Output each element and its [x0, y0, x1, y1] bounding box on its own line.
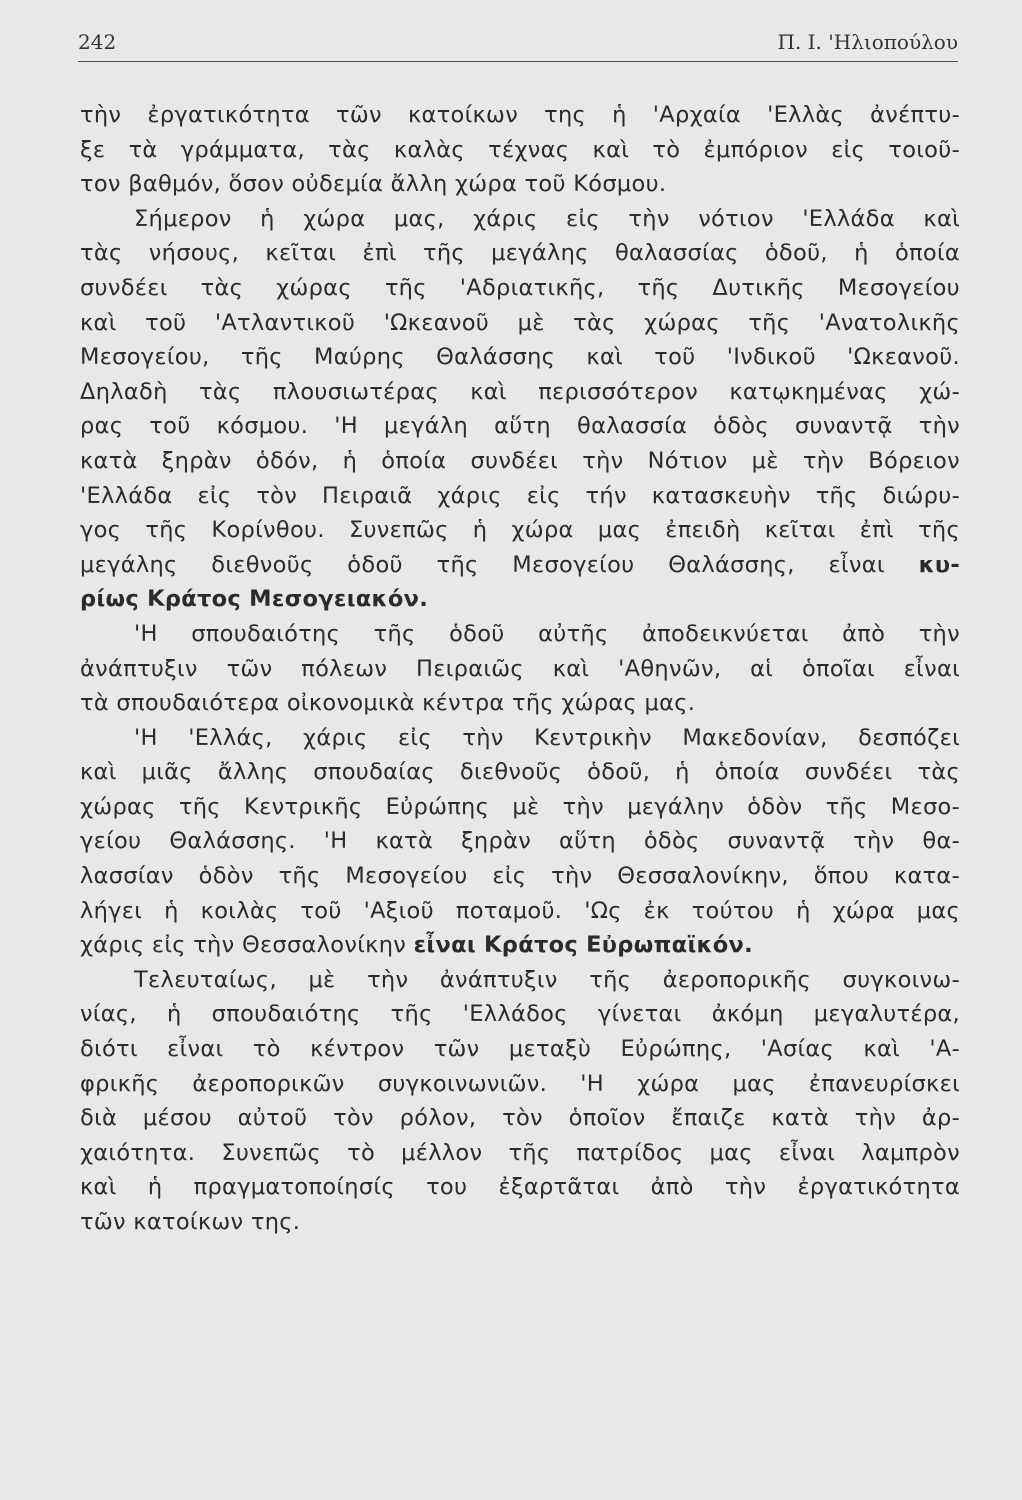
body-text	[80, 98, 960, 1240]
text-line: 'Η 'Ελλάς, χάρις εἰς τὴν Κεντρικὴν Μακεδονίαν, δεσπόζει	[134, 724, 960, 751]
text-line	[80, 582, 960, 617]
text-line: Μεσογείου, τῆς Μαύρης Θαλάσσης καὶ τοῦ 'Ινδικοῦ 'Ωκεανοῦ.	[80, 344, 960, 371]
running-head: Π. Ι. 'Ηλιοπούλου	[777, 30, 958, 54]
text-line: γος τῆς Κορίνθου. Συνεπῶς ἡ χώρα μας ἐπειδὴ κεῖται ἐπὶ τῆς	[80, 517, 960, 544]
text-line	[80, 548, 960, 583]
bold-text: κυ-	[918, 551, 961, 578]
text-line: καὶ τοῦ 'Ατλαντικοῦ 'Ωκεανοῦ μὲ τὰς χώρας τῆς 'Ανατολικῆς	[80, 309, 960, 336]
text-line: νίας, ἡ σπουδαιότης τῆς 'Ελλάδος γίνεται ἀκόμη μεγαλυτέρα,	[80, 1001, 960, 1028]
text-line: 'Ελλάδα εἰς τὸν Πειραιᾶ χάρις εἰς τήν κατασκευὴν τῆς διώρυ-	[80, 482, 960, 509]
text-line: χώρας τῆς Κεντρικῆς Εὐρώπης μὲ τὴν μεγάλην ὁδὸν τῆς Μεσο-	[80, 793, 960, 820]
header-rule	[78, 61, 958, 62]
text-line: τὰς νήσους, κεῖται ἐπὶ τῆς μεγάλης θαλασσίας ὁδοῦ, ἡ ὁποία	[80, 240, 960, 267]
text-line: τὰ σπουδαιότερα οἰκονομικὰ κέντρα τῆς χώρας μας.	[80, 690, 696, 717]
page-number: 242	[78, 30, 117, 54]
text-line: τὴν ἐργατικότητα τῶν κατοίκων της ἡ 'Αρχαία 'Ελλὰς ἀνέπτυ-	[80, 102, 960, 128]
text-segment: χάρις εἰς τὴν Θεσσαλονίκην	[80, 932, 407, 959]
text-line: χαιότητα. Συνεπῶς τὸ μέλλον τῆς πατρίδος μας εἶναι λαμπρὸν	[80, 1139, 960, 1166]
bold-text: ρίως Κράτος Μεσογειακόν.	[80, 586, 429, 613]
page-header	[78, 30, 958, 60]
text-line: Δηλαδὴ τὰς πλουσιωτέρας καὶ περισσότερον κατῳκημένας χώ-	[80, 378, 960, 405]
text-line: λασσίαν ὁδὸν τῆς Μεσογείου εἰς τὴν Θεσσαλονίκην, ὅπου κατα-	[80, 863, 960, 890]
text-line: διότι εἶναι τὸ κέντρον τῶν μεταξὺ Εὐρώπης, 'Ασίας καὶ 'Α-	[80, 1036, 960, 1063]
text-line: ξε τὰ γράμματα, τὰς καλὰς τέχνας καὶ τὸ ἐμπόριον εἰς τοιοῦ-	[80, 136, 960, 163]
text-line: καὶ ἡ πραγματοποίησίς του ἐξαρτᾶται ἀπὸ τὴν ἐργατικότητα	[80, 1174, 960, 1201]
text-line: λήγει ἡ κοιλὰς τοῦ 'Αξιοῦ ποταμοῦ. 'Ως ἐκ τούτου ἡ χώρα μας	[80, 897, 960, 924]
text-line: Σήμερον ἡ χώρα μας, χάρις εἰς τὴν νότιον 'Ελλάδα καὶ	[134, 205, 960, 232]
text-line: τον βαθμόν, ὅσον οὐδεμία ἄλλη χώρα τοῦ Κόσμου.	[80, 171, 667, 198]
text-line: Τελευταίως, μὲ τὴν ἀνάπτυξιν τῆς ἀεροπορικῆς συγκοινω-	[134, 966, 960, 993]
text-line: ἀνάπτυξιν τῶν πόλεων Πειραιῶς καὶ 'Αθηνῶν, αἱ ὁποῖαι εἶναι	[80, 655, 960, 682]
text-line: κατὰ ξηρὰν ὁδόν, ἡ ὁποία συνδέει τὴν Νότιον μὲ τὴν Βόρειον	[80, 447, 960, 474]
text-line: ρας τοῦ κόσμου. 'Η μεγάλη αὕτη θαλασσία ὁδὸς συναντᾷ τὴν	[80, 413, 960, 440]
text-line: φρικῆς ἀεροπορικῶν συγκοινωνιῶν. 'Η χώρα μας ἐπανευρίσκει	[80, 1070, 960, 1097]
text-line: γείου Θαλάσσης. 'Η κατὰ ξηρὰν αὕτη ὁδὸς συναντᾷ τὴν θα-	[80, 828, 960, 855]
text-line: διὰ μέσου αὐτοῦ τὸν ρόλον, τὸν ὁποῖον ἔπαιζε κατὰ τὴν ἀρ-	[80, 1105, 960, 1132]
text-line: καὶ μιᾶς ἄλλης σπουδαίας διεθνοῦς ὁδοῦ, ἡ ὁποία συνδέει τὰς	[80, 759, 960, 786]
text-line: συνδέει τὰς χώρας τῆς 'Αδριατικῆς, τῆς Δυτικῆς Μεσογείου	[80, 274, 960, 301]
text-line: 'Η σπουδαιότης τῆς ὁδοῦ αὐτῆς ἀποδεικνύεται ἀπὸ τὴν	[134, 620, 960, 647]
text-line: τῶν κατοίκων της.	[80, 1209, 301, 1235]
text-segment: μεγάλης διεθνοῦς ὁδοῦ τῆς Μεσογείου Θαλάσσης, εἶναι	[80, 551, 885, 578]
text-line	[80, 928, 960, 963]
bold-text: εἶναι Κράτος Εὐρωπαϊκόν.	[413, 932, 754, 959]
